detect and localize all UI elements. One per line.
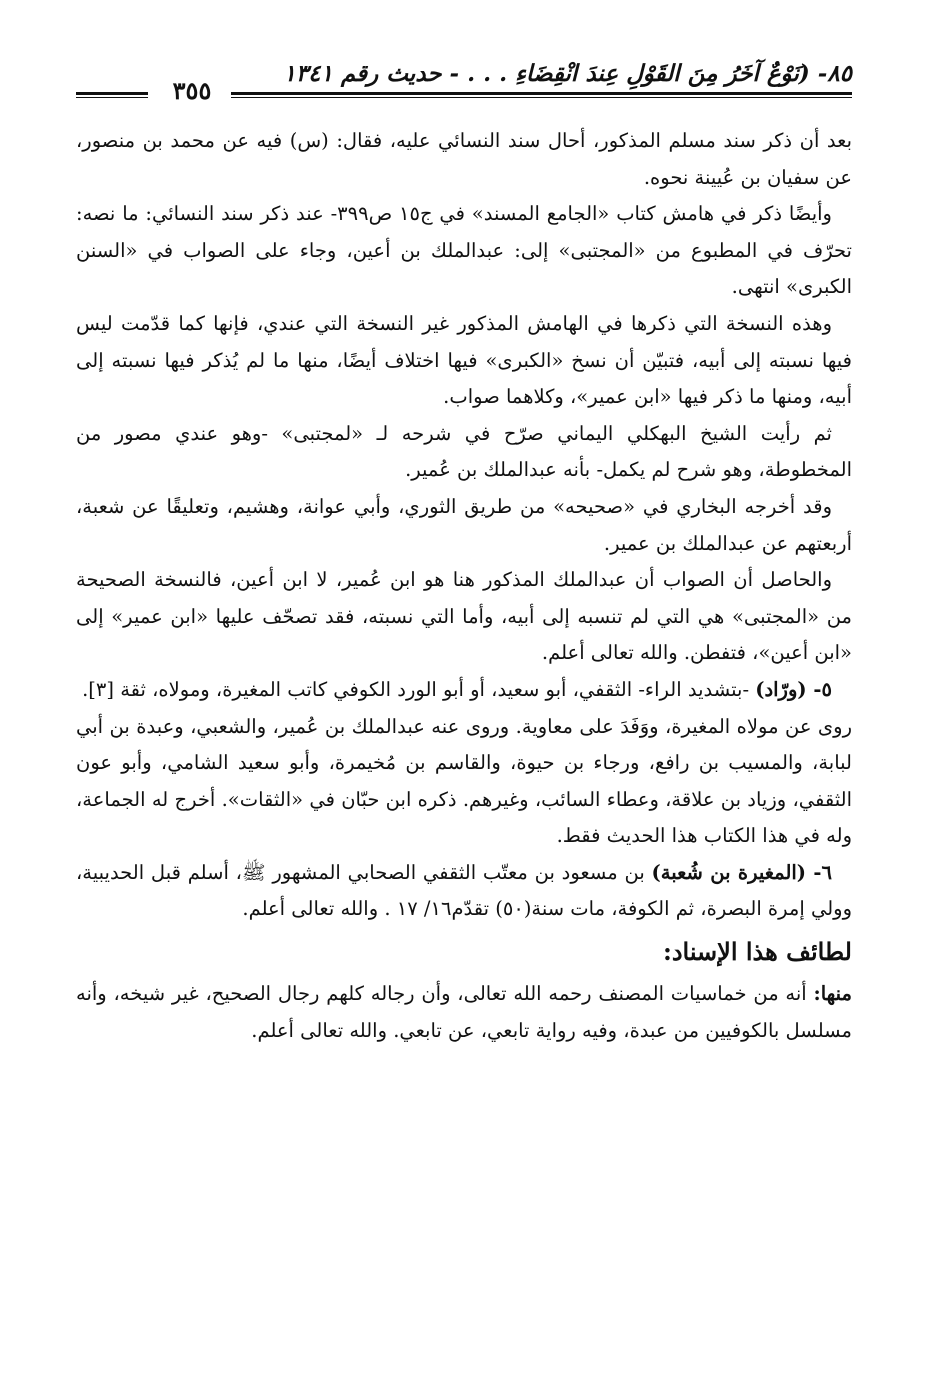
paragraph-1: بعد أن ذكر سند مسلم المذكور، أحال سند النسائي عليه، فقال: (س) فيه عن محمد بن منصور، عن سفيان بن عُيينة نحوه. <box>76 129 852 189</box>
narrator-6-name: ٦- (المغيرة بن شُعبة) <box>651 860 832 884</box>
paragraph-4: ثم رأيت الشيخ البهكلي اليماني صرّح في شرحه لـ «لمجتبى» -وهو عندي مصور من المخطوطة، وهو شرح لم يكمل- بأنه عبدالملك بن عُمير. <box>76 421 852 482</box>
paragraph-8: روى عن مولاه المغيرة، ووَفَدَ على معاوية. وروى عنه عبدالملك بن عُمير، والشعبي، وعبدة بن أبي لبابة، والمسيب بن رافع، ورجاء بن حيوة، والقاسم بن مُخيمرة، وأبو سعيد الشامي، وأبو عون الثقفي، وزياد بن علاقة، وعطاء السائب، وغيرهم. ذكره ابن حبّان في «الثقات». أخرج له الجماعة، وله في هذا الكتاب هذا الحديث فقط. <box>76 714 852 848</box>
paragraph-10-text: أنه من خماسيات المصنف رحمه الله تعالى، وأن رجاله كلهم رجال الصحيح، غير شيخه، وأنه مسلسل بالكوفيين من عبدة، وفيه رواية تابعي، عن تابعي. والله تعالى أعلم. <box>76 982 852 1042</box>
paragraph-10 <box>76 976 852 1049</box>
page-header <box>76 52 852 105</box>
paragraph-2: وأيضًا ذكر في هامش كتاب «الجامع المسند» في ج١٥ ص٣٩٩- عند ذكر سند النسائي: ما نصه: تحرّف في المطبوع من «المجتبى» إلى: عبدالملك بن أعين، وجاء على الصواب في «السنن الكبرى» انتهى. <box>76 202 852 299</box>
narrator-6-text: بن مسعود بن معتّب الثقفي الصحابي المشهور ﷺ، أسلم قبل الحديبية، وولي إمرة البصرة، ثم الكوفة، مات سنة(٥٠) تقدّم١٦/ ١٧ . والله تعالى أعلم. <box>76 860 852 921</box>
narrator-5-text: -بتشديد الراء- الثقفي، أبو سعيد، أو أبو الورد الكوفي كاتب المغيرة، ومولاه، ثقة [٣]. <box>82 677 756 701</box>
running-title: ٨٥- (نَوْعٌ آخَرُ مِنَ القَوْلِ عِندَ انْقِضَاءِ . . . - حديث رقم ١٣٤١ <box>283 60 852 87</box>
header-rule-short <box>76 92 148 98</box>
narrator-5-paragraph <box>76 672 852 709</box>
paragraph-3: وهذه النسخة التي ذكرها في الهامش المذكور غير النسخة التي عندي، فإنها كما قدّمت ليس فيها نسبته إلى أبيه، فتبيّن أن نسخ «الكبرى» فيها اختلاف أيضًا، منها ما لم يُذكر فيها نسبته إلى أبيه، ومنها ما ذكر فيها «ابن عمير»، وكلاهما صواب. <box>76 311 852 409</box>
page-number: ٣٥٥ <box>172 76 212 105</box>
header-rule <box>231 92 852 98</box>
narrator-6-paragraph <box>76 855 852 928</box>
paragraph-6: والحاصل أن الصواب أن عبدالملك المذكور هنا هو ابن عُمير، لا ابن أعين، فالنسخة الصحيحة من «المجتبى» هي التي لم تنسبه إلى أبيه، وأما التي نسبته، فقد تصحّف عليها «ابن عمير» إلى «ابن أعين»، فتفطن. والله تعالى أعلم. <box>76 568 852 665</box>
paragraph-10-lead: منها: <box>813 982 852 1006</box>
narrator-5-name: ٥- (ورّاد) <box>755 677 832 701</box>
page-body <box>76 123 852 1049</box>
section-heading: لطائف هذا الإسناد: <box>662 937 852 967</box>
paragraph-5: وقد أخرجه البخاري في «صحيحه» من طريق الثوري، وأبي عوانة، وهشيم، وتعليقًا عن شعبة، أربعتهم عن عبدالملك بن عمير. <box>76 494 852 555</box>
